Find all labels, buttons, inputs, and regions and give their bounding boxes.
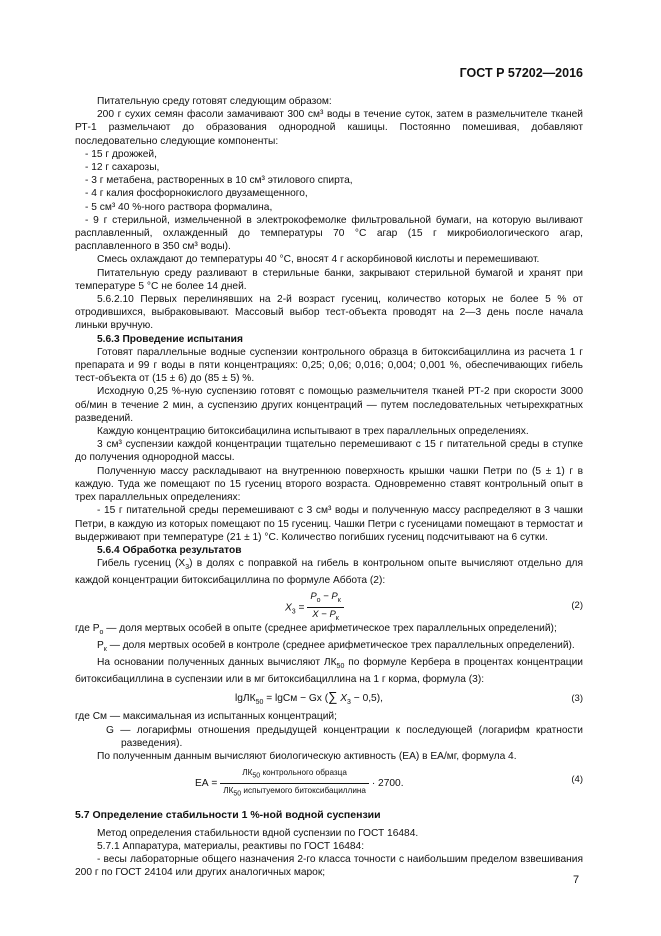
paragraph: Питательную среду готовят следующим образом: — [97, 96, 332, 107]
paragraph: 3 см³ суспензии каждой концентрации тщательно перемешивают с 15 г питательной среды в ступке до получения однородной массы. — [75, 439, 583, 464]
paragraph: - 15 г питательной среды перемешивают с 3 см³ воды и полученную массу распределяют в 3 чашки Петри, в каждую из которых помещают по 15 гусениц. Чашки Петри с гусеницами помещают в термостат и выдерживают при температуре (21 ± 1) °С. Количество погибших гусениц подсчитывают на 6 сутки. — [75, 505, 583, 543]
paragraph: 5.7.1 Аппаратура, материалы, реактивы по ГОСТ 16484: — [97, 840, 365, 852]
paragraph: 5.6.2.10 Первых перелинявших на 2-й возраст гусениц, количество которых не более 5 % от отродившихся, выбраковывают. Массовый выбор тест-объекта проводят на 2—3 день после начала линьки вручную. — [75, 294, 583, 332]
document-code: ГОСТ Р 57202—2016 — [459, 66, 583, 80]
list-item: - 9 г стерильной, измельченной в электрокофемолке фильтровальной бумаги, на которую выливают расплавленный, охлажденный до температуры 70 °С агар (15 г микробиологического агар, расплавленного в 350 см³ воды). — [75, 214, 583, 253]
formula-abbott — [75, 590, 583, 620]
formula-legend: $P_к$ — доля мертвых особей в контроле (среднее арифметическое трех параллельных определений). — [97, 639, 575, 653]
page-content — [75, 95, 583, 880]
section-heading: 5.6.4 Обработка результатов — [97, 544, 242, 556]
paragraph: Метод определения стабильности вдной суспензии по ГОСТ 16484. — [97, 827, 419, 839]
formula-activity — [75, 765, 583, 797]
formula-legend: G — логарифмы отношения предыдущей концентрации к последующей (логарифм кратности разведения). — [106, 724, 583, 749]
formula-kerber — [75, 688, 583, 708]
formula-number: (3) — [571, 693, 583, 705]
formula-body: $X_3$ = $\frac{P_o - P_к}{X - P_к}$ — [285, 590, 344, 625]
list-item: - 12 г сахарозы, — [85, 162, 160, 174]
paragraph: Полученную массу раскладывают на внутреннюю поверхность крышки чашки Петри по (5 ± 1) г в каждую. Туда же помещают по 15 гусениц второго возраста. Одновременно ставят контрольный опыт в трех параллельных определениях: — [75, 465, 583, 504]
formula-number: (2) — [571, 599, 583, 611]
paragraph: Каждую концентрацию битоксибацилина испытывают в трех параллельных определениях. — [97, 426, 529, 438]
paragraph: Исходную 0,25 %-ную суспензию готовят с помощью размельчителя тканей РТ-2 при скорости 3000 об/мин в течение 2 мин, а суспензию других концентраций — путем последовательных четырехкратных разведений. — [75, 386, 583, 424]
paragraph: Готовят параллельные водные суспензии контрольного образца в битоксибациллина из расчета 1 г препарата и 99 г воды в пяти концентрациях: 0,25; 0,06; 0,016; 0,004; 0,001 %, обеспечивающих гибель тест-объекта от (15 ± 6) до (85 ± 5) %. — [75, 346, 583, 385]
list-item: - 3 г метабена, растворенных в 10 см³ этилового спирта, — [85, 175, 353, 187]
paragraph: По полученным данным вычисляют биологическую активность (ЕА) в ЕА/мг, формула 4. — [97, 751, 517, 763]
paragraph: Питательную среду разливают в стерильные банки, закрывают стерильной бумагой и хранят при температуре 5 °С не более 14 дней. — [75, 267, 583, 292]
list-item: - 5 см³ 40 %-ного раствора формалина, — [85, 201, 273, 213]
paragraph: Смесь охлаждают до температуры 40 °С, вносят 4 г аскорбиновой кислоты и перемешивают. — [97, 254, 540, 266]
page-number: 7 — [573, 874, 580, 886]
formula-number: (4) — [571, 774, 583, 786]
list-item: - 4 г калия фосфорнокислого двузамещенного, — [85, 188, 308, 200]
formula-legend: где $P_o$ — доля мертвых особей в опыте (среднее арифметическое трех параллельных определений); — [75, 622, 557, 636]
paragraph: 200 г сухих семян фасоли замачивают 300 см³ воды в течение суток, затем в размельчителе тканей РТ-1 размельчают до образования однородной кашицы. Постоянно помешивая, добавляют последовательно следующие компоненты: — [75, 109, 583, 147]
paragraph: Гибель гусениц $(X_3)$ в долях с поправкой на гибель в контрольном опыте вычисляют отдельно для каждой концентрации битоксибациллина по формуле Аббота (2): — [75, 558, 584, 587]
list-item: - 15 г дрожжей, — [85, 148, 157, 160]
paragraph: - весы лабораторные общего назначения 2-го класса точности с наибольшим пределом взвешивания 200 г по ГОСТ 24104 или других аналогичных марок; — [75, 854, 583, 879]
formula-body: lgЛК$_{50}$ = lgCм − Gx (∑ $X_3 - 0,5$), — [235, 689, 383, 707]
formula-body: ЕА = $\frac{ЛК_{50} контрольного образца}{ЛК_{50} испытуемого битоксибациллина}$ · 2700. — [195, 768, 404, 798]
paragraph: На основании полученных данных вычисляют $ЛК_{50}$ по формуле Кербера в процентах концентрации битоксибациллина в суспензии или в мг битоксибациллина на 1 г корма, формула (3): — [75, 657, 583, 686]
formula-legend: где Cм — максимальная из испытанных концентраций; — [75, 711, 337, 723]
section-heading: 5.7 Определение стабильности 1 %-ной водной суспензии — [75, 809, 381, 822]
section-heading: 5.6.3 Проведение испытания — [97, 333, 243, 345]
